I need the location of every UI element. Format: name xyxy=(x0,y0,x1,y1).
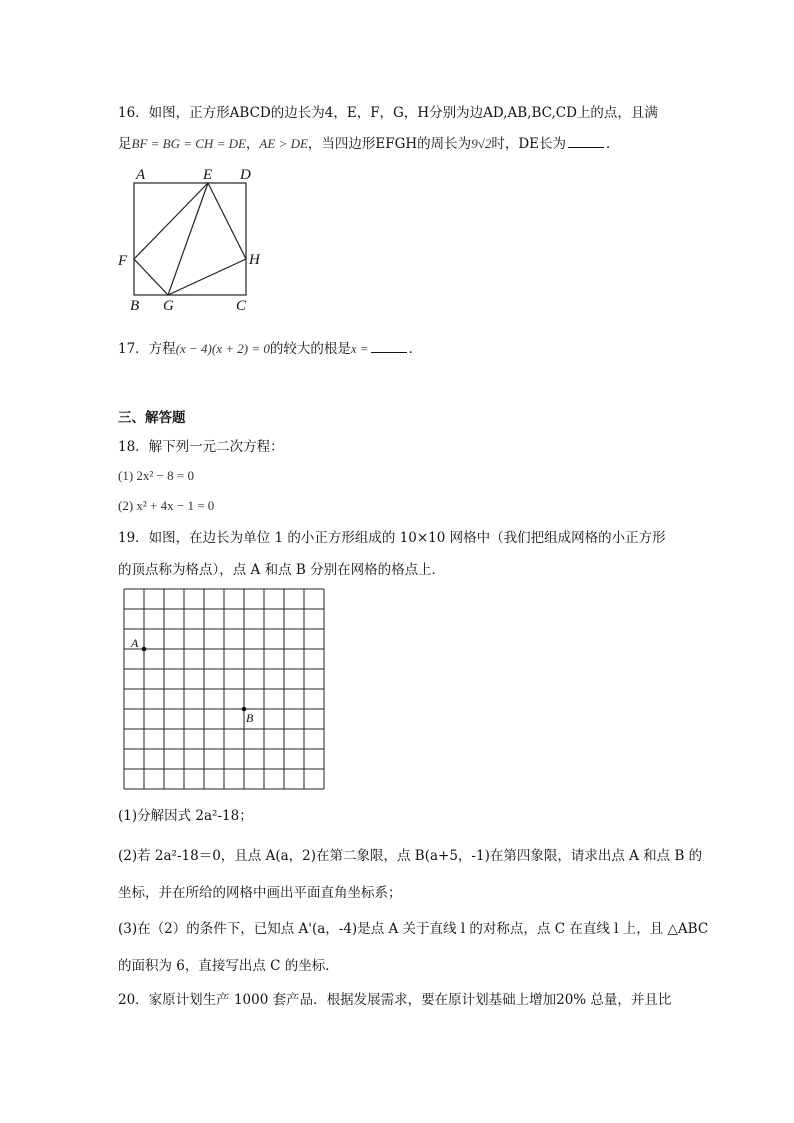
label-d: D xyxy=(240,167,251,183)
label-h: H xyxy=(249,252,260,268)
label-point-a: A xyxy=(131,636,139,650)
grid-lines xyxy=(124,589,324,789)
q16-suffix: 时，DE长为 xyxy=(491,136,567,152)
quadrilateral-efgh xyxy=(134,183,246,295)
q17-answer-blank[interactable] xyxy=(371,339,407,353)
q18-eq1: (1) 2x² − 8 = 0 xyxy=(118,468,194,483)
q19-part2a: (2)若 2a²-18＝0，且点 A(a，2)在第二象限，点 B(a+5，-1)在第四象限，请求出点 A 和点 B 的 xyxy=(118,848,703,864)
q17-mid: 的较大的根是 xyxy=(269,341,351,357)
segment-eg xyxy=(168,183,208,295)
q18-part2 xyxy=(118,496,214,516)
q17-prefix: 17．方程 xyxy=(118,341,176,357)
q16-answer-blank[interactable] xyxy=(568,134,604,148)
label-c: C xyxy=(236,298,247,314)
q16-perimeter: 9√2 xyxy=(471,136,492,151)
q18-part1 xyxy=(118,466,194,486)
q16-line2 xyxy=(118,134,620,154)
q18-eq2: (2) x² + 4x − 1 = 0 xyxy=(118,498,215,513)
q19-part3a: (3)在（2）的条件下，已知点 A'(a，-4)是点 A 关于直线 l 的对称点，点 C 在直线 l 上，且 △ABC xyxy=(118,921,709,937)
label-point-b: B xyxy=(246,711,254,725)
q16-sep: ， xyxy=(245,136,260,152)
q19-line2: 的顶点称为格点），点 A 和点 B 分别在网格的格点上． xyxy=(118,562,446,578)
q19-part3b: 的面积为 6，直接写出点 C 的坐标． xyxy=(118,958,339,974)
q16-prefix: 足 xyxy=(118,136,132,152)
point-a xyxy=(142,647,147,652)
q19-part1: (1)分解因式 2a²-18； xyxy=(118,808,253,824)
label-b: B xyxy=(130,298,140,314)
q16-line1: 16．如图，正方形ABCD的边长为4，E，F，G，H分别为边AD,AB,BC,CD上的点，且满 xyxy=(118,105,658,121)
label-f: F xyxy=(118,253,128,269)
q19-line1: 19．如图，在边长为单位 1 的小正方形组成的 10×10 网格中（我们把组成网格的小正方形 xyxy=(118,530,666,546)
q16-figure xyxy=(110,165,280,315)
section-title: 三、解答题 xyxy=(118,410,186,426)
q16-cond1: BF = BG = CH = DE xyxy=(131,136,246,151)
q16-end: ． xyxy=(606,136,620,152)
label-g: G xyxy=(163,298,174,314)
q17-equation: (x − 4)(x + 2) = 0 xyxy=(175,341,270,356)
q17-var: x = xyxy=(350,341,369,356)
q19-part2b: 坐标，并在所给的网格中画出平面直角坐标系； xyxy=(118,885,402,901)
q16-mid: ，当四边形EFGH的周长为 xyxy=(307,136,472,152)
q18-title: 18．解下列一元二次方程： xyxy=(118,439,284,455)
q17-end: ． xyxy=(408,341,423,357)
q16-cond2: AE > DE xyxy=(259,136,308,151)
q17-line xyxy=(118,339,422,359)
label-e: E xyxy=(203,167,213,183)
square-abcd xyxy=(134,183,246,295)
q19-grid xyxy=(124,589,334,794)
label-a: A xyxy=(136,167,146,183)
q20-line1: 20．家原计划生产 1000 套产品．根据发展需求，要在原计划基础上增加20% 总量，并且比 xyxy=(118,992,672,1008)
